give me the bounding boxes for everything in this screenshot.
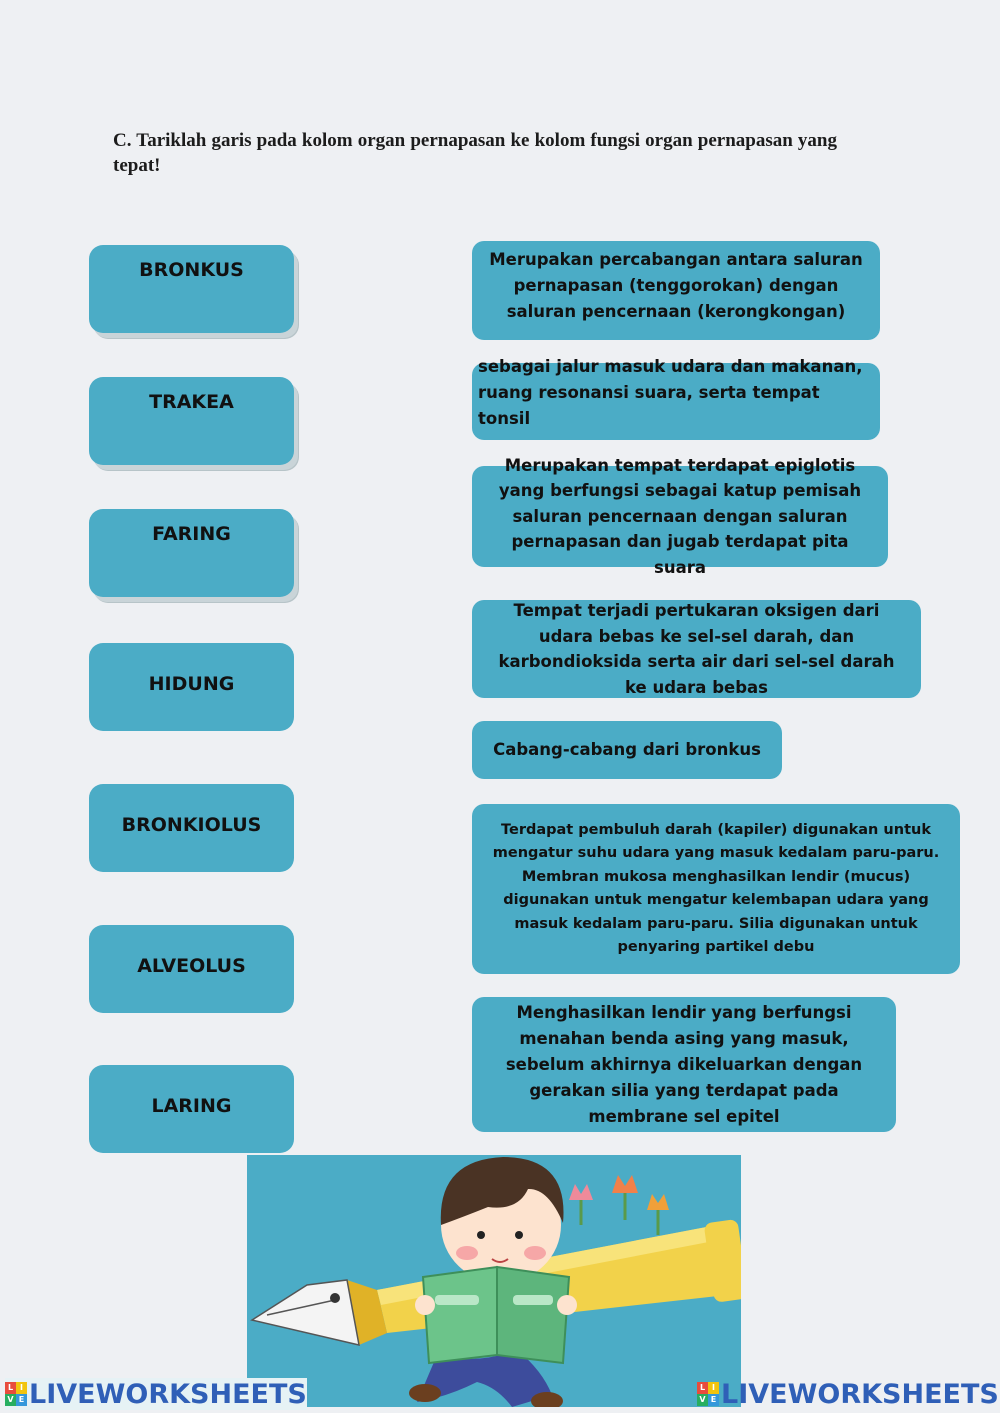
instruction-text xyxy=(113,128,837,178)
function-text: Menghasilkan lendir yang berfungsi menahan benda asing yang masuk, sebelum akhirnya dikeluarkan dengan gerakan silia yang terdapat pada membrane sel epitel xyxy=(505,1002,863,1126)
organ-box-laring[interactable] xyxy=(89,1065,294,1153)
organ-label: FARING xyxy=(152,523,231,545)
child-reading-book-icon xyxy=(247,1155,741,1407)
function-box-5[interactable] xyxy=(472,721,782,779)
organ-box-trakea[interactable] xyxy=(89,377,294,465)
organ-box-bronkus[interactable] xyxy=(89,245,294,333)
organ-label: ALVEOLUS xyxy=(137,955,246,977)
logo-text: LIVEWORKSHEETS xyxy=(29,1378,307,1410)
function-box-4[interactable] xyxy=(472,600,921,698)
logo-text: LIVEWORKSHEETS xyxy=(721,1378,999,1410)
liveworksheets-badge-icon: L I V E xyxy=(5,1382,27,1406)
function-box-6[interactable] xyxy=(472,804,960,974)
liveworksheets-badge-icon: L I V E xyxy=(697,1382,719,1406)
organ-box-bronkiolus[interactable] xyxy=(89,784,294,872)
function-box-3[interactable] xyxy=(472,455,888,577)
organ-label: HIDUNG xyxy=(148,673,235,695)
instruction-label: C. xyxy=(113,130,132,151)
function-text: sebagai jalur masuk udara dan makanan, ruang resonansi suara, serta tempat tonsil xyxy=(478,356,863,428)
organ-box-alveolus[interactable] xyxy=(89,925,294,1013)
function-text: Terdapat pembuluh darah (kapiler) digunakan untuk mengatur suhu udara yang masuk kedalam paru-paru. Membran mukosa menghasilkan lendir (mucus) digunakan untuk mengatur kelembapan udara yang masuk kedalam paru-paru. Silia digunakan untuk penyaring partikel debu xyxy=(492,821,940,955)
function-box-2[interactable] xyxy=(472,356,880,440)
function-box-7[interactable] xyxy=(472,997,896,1132)
function-text: Merupakan tempat terdapat epiglotis yang berfungsi sebagai katup pemisah saluran pencernaan dengan saluran pernapasan dan jugab terdapat pita suara xyxy=(498,455,862,577)
liveworksheets-logo-left xyxy=(5,1378,307,1410)
organ-box-faring[interactable] xyxy=(89,509,294,597)
organ-label: BRONKIOLUS xyxy=(121,814,262,836)
organ-label: TRAKEA xyxy=(149,391,234,413)
instruction-body: Tariklah garis pada kolom organ pernapasan ke kolom fungsi organ pernapasan yang tepat! xyxy=(113,130,837,176)
organ-label: BRONKUS xyxy=(139,259,244,281)
function-box-1[interactable] xyxy=(472,241,880,340)
child-reading-illustration xyxy=(247,1155,741,1407)
function-text: Merupakan percabangan antara saluran pernapasan (tenggorokan) dengan saluran pencernaan (kerongkongan) xyxy=(489,249,863,321)
liveworksheets-logo-right xyxy=(697,1378,999,1410)
organ-box-hidung[interactable] xyxy=(89,643,294,731)
function-text: Cabang-cabang dari bronkus xyxy=(493,740,761,759)
organ-label: LARING xyxy=(151,1095,232,1117)
function-text: Tempat terjadi pertukaran oksigen dari udara bebas ke sel-sel darah, dan karbondioksida serta air dari sel-sel darah ke udara bebas xyxy=(498,601,895,697)
